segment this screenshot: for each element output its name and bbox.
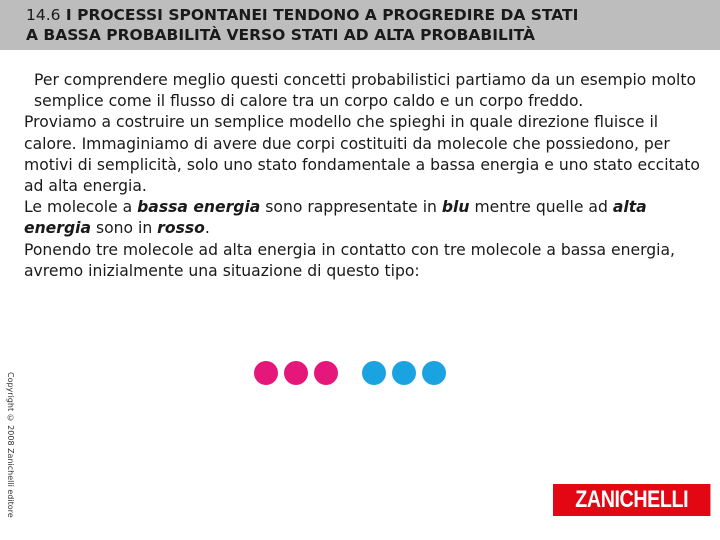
p3-text-c: sono rappresentate in (260, 198, 442, 217)
paragraph-2: Proviamo a costruire un semplice modello che spieghi in quale direzione fluisce il calore. Immaginiamo di avere due corpi costituiti da molecole che possiedono, per motivi di semplicità, solo uno stato fondamentale a bassa energia e uno stato eccitato ad alta energia. (24, 113, 700, 196)
body-text (24, 70, 704, 282)
zanichelli-logo: ZANICHELLI (553, 484, 710, 516)
p3-text-i: . (204, 219, 210, 238)
title-line-1: I PROCESSI SPONTANEI TENDONO A PROGREDIRE DA STATI (65, 6, 579, 24)
high-energy-molecule (254, 361, 278, 385)
high-energy-molecule (284, 361, 308, 385)
copyright-notice: Copyright © 2008 Zanichelli editore (6, 372, 15, 518)
p3-low-energy: bassa energia (137, 198, 261, 217)
p3-text-g: sono in (90, 219, 158, 238)
paragraph-3 (24, 197, 704, 239)
title-line-2: A BASSA PROBABILITÀ VERSO STATI AD ALTA PROBABILITÀ (26, 26, 536, 44)
section-number: 14.6 (26, 6, 61, 24)
low-energy-molecule (392, 361, 416, 385)
paragraph-4: Ponendo tre molecole ad alta energia in contatto con tre molecole a bassa energia, avremo inizialmente una situazione di questo tipo: (24, 240, 675, 280)
low-energy-molecule (362, 361, 386, 385)
p3-text-a: Le molecole a (24, 198, 138, 217)
p3-high-energy: alta energia (24, 198, 647, 238)
slide-title (26, 5, 716, 45)
low-energy-molecule (422, 361, 446, 385)
high-energy-molecule (314, 361, 338, 385)
p3-text-e: mentre quelle ad (469, 198, 613, 217)
header-bar (0, 0, 720, 50)
p3-blue: blu (441, 198, 470, 217)
paragraph-1: Per comprendere meglio questi concetti probabilistici partiamo da un esempio molto semplice come il flusso di calore tra un corpo caldo e un corpo freddo. (34, 71, 697, 111)
p3-red: rosso (157, 219, 205, 238)
